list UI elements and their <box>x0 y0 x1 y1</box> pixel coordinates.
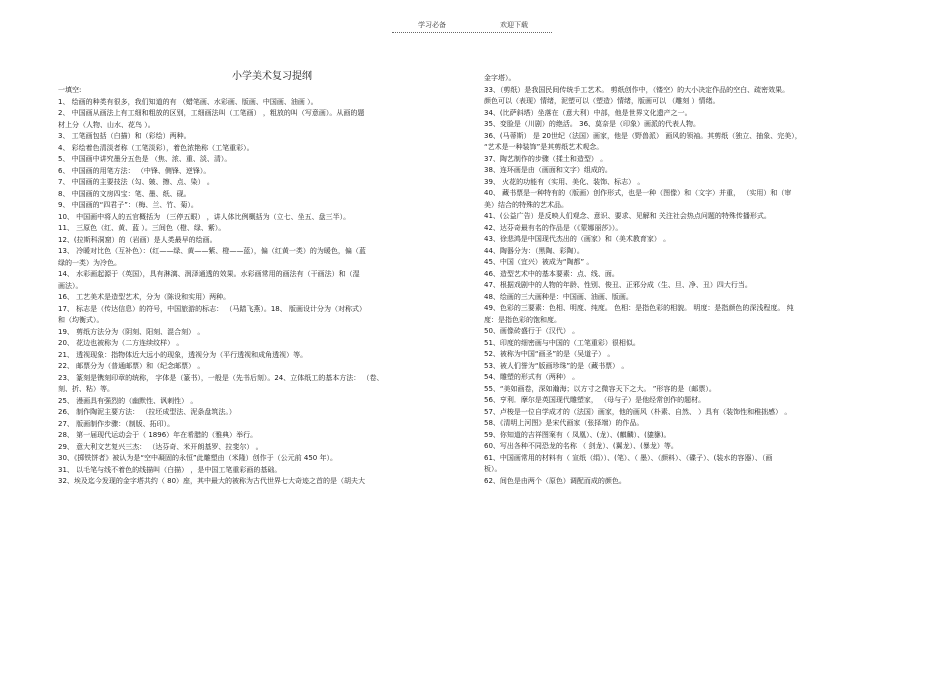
text-line: 58、《清明上河图》是宋代画家（张择端）的作品。 <box>484 419 644 427</box>
text-line: 48、绘画的三大画种是：中国画、油画、版画。 <box>484 292 633 301</box>
text-line: 11、 三原色（红、黄、蓝 ）。三间色（橙、绿、紫）。 <box>58 224 226 232</box>
text-line: 37、陶艺制作的步骤（揉土和造型） 。 <box>484 154 608 163</box>
text-line: 60、写出各种不同恐龙的名称 （ 剑龙）、(翼龙）、(暴龙）等。 <box>484 442 678 450</box>
text-line: 59、你知道的吉祥图案有（ 凤凰）、(龙）、(麒麟）、(貔貅)。 <box>484 430 671 439</box>
document-title: 小学美术复习提纲 <box>232 71 312 82</box>
header-dotted-rule <box>392 32 552 33</box>
text-line: 8、 中国画的文房四宝：笔、墨、纸、砚。 <box>58 189 191 198</box>
text-line: 23、 篆刻是镌刻印章的统称， 字体是（篆书），一般是（先书后刻）。24、立体纸工的基本方法： （卷、 <box>58 373 384 382</box>
text-line: 61、中国画常用的材料有（ 宣纸（绢））、(笔）、（ 墨）、（颜料）、（碟子）、(装水的容器）、（画 <box>484 453 773 462</box>
header-left-text: 学习必备 <box>418 21 446 29</box>
text-line: 2、 中国画从画法上有工细和粗放的区别，工细画法叫（工笔画） ，粗放的叫（写意画）。从画的题 <box>58 109 365 117</box>
text-line: 49、色彩的三要素：色相、明度、纯度。 色相：是指色彩的相貌。 明度：是指颜色的深浅程度。 纯 <box>484 304 794 312</box>
text-line: 36、(马蒂斯） 是 20世纪（法国）画家，他是（野兽派） 画风的领袖。其剪纸（独立、抽象、完美）， <box>484 131 802 140</box>
text-line: 板）。 <box>484 465 502 473</box>
text-line: 43、徐悲鸿是中国现代杰出的（画家）和（美术教育家） 。 <box>484 235 671 243</box>
text-line: 27、 版画制作步骤：（制版、拓印）。 <box>58 419 175 428</box>
text-line: 12、(拉斯科洞窟）的（岩画）是人类最早的绘画。 <box>58 235 217 244</box>
text-line: 画法）。 <box>58 281 83 290</box>
text-line: 9、 中国画的“四君子”：（梅、兰、竹、菊）。 <box>58 201 198 209</box>
text-line: 度：是指色彩的饱和度。 <box>484 315 561 324</box>
text-line: 14、 水彩画起源于（英国），具有淋漓、润泽通透的效果。水彩画常用的画法有（干画法）和（湿 <box>58 270 360 278</box>
header-right-text: 欢迎下载 <box>500 21 528 29</box>
text-line: 1、 绘画的种类有很多，我们知道的有 （蜡笔画、水彩画、版画、中国画、油画 ）。 <box>58 97 318 106</box>
text-line: 42、达芬奇最有名的作品是（《蒙娜丽莎》）。 <box>484 223 623 232</box>
text-line: 33、（剪纸）是我国民间传统手工艺术。 剪纸创作中，（镂空）的大小决定作品的空白、疏密效果。 <box>484 85 790 94</box>
text-line: 6、 中国画的用笔方法： （中锋、侧锋、逆锋）。 <box>58 166 211 175</box>
text-line: 7、 中国画的主要技法（勾、皴、擦、点、染） 。 <box>58 178 214 186</box>
text-line: 3、 工笔画包括（白描）和（彩绘）两种。 <box>58 132 191 140</box>
text-line: 29、 意大利文艺复兴三杰： （达芬奇、米开朗基罗、拉斐尔） 。 <box>58 442 263 451</box>
text-line: 38、连环画是由（画面和文字）组成的。 <box>484 166 612 174</box>
text-line: 绿的一类）为冷色。 <box>58 258 121 267</box>
text-line: 25、 漫画具有强烈的（幽默性、讽刺性） 。 <box>58 396 198 405</box>
text-line: 26、 制作陶泥主要方法： （拉坯成型法、泥条盘筑法。） <box>58 408 236 416</box>
text-line: 34、(比萨斜塔）坐落在（意大利）中部，他是世界文化遗产之一。 <box>484 108 692 117</box>
text-line: 21、 透视现象：指物体近大远小的现象，透视分为（平行透视和成角透视）等。 <box>58 350 308 359</box>
text-line: 50、画像砖盛行于（汉代） 。 <box>484 327 580 335</box>
text-line: 57、卢梭是一位自学成才的（法国）画家，他的画风（朴素、自然、 ）具有（装饰性和稚拙感） 。 <box>484 407 792 416</box>
text-line: 40、 藏书票是一种特有的（版画）创作形式，也是一种（图像）和（文字）并重， （实用）和（审 <box>484 189 792 197</box>
text-line: 45、中国（宜兴）被成为“陶都” 。 <box>484 258 594 266</box>
text-line: 19、 剪纸方法分为（阴刻、阳刻、混合刻） 。 <box>58 327 205 336</box>
text-line: 10、 中国画中将人的五官概括为 （三停五眼） ，讲人体比例概括为（立七、坐五、盘三半）。 <box>58 212 351 221</box>
left-column <box>58 70 466 488</box>
text-line: 13、 冷暖对比色（互补色）：(红——绿、黄——紫、橙——蓝），偏（红黄一类）的为暖色，偏（蓝 <box>58 247 366 255</box>
text-line: 32、埃及迄今发现的金字塔共约（ 80）座，其中最大的被称为古代世界七大奇迹之首的是（胡夫大 <box>58 477 366 485</box>
text-line: 46、造型艺术中的基本要素：点、线、面。 <box>484 269 619 278</box>
text-line: 56、亨利．摩尔是英国现代雕塑家， （母与子）是他经常创作的题材。 <box>484 396 706 404</box>
text-line: 4、 彩绘着色清淡者称（工笔淡彩），着色浓艳称（工笔重彩）。 <box>58 143 254 152</box>
text-line: 17、 标志是（传达信息）的符号，中国旅游的标志： （马踏飞燕）。18、 版画设计分为（对称式） <box>58 304 366 313</box>
text-line: 材上分（人物、山水、花鸟 ）。 <box>58 120 155 129</box>
text-line: 30、《掷铁饼者》被认为是“空中凝固的永恒”此雕塑由（米隆）创作于（公元前 450 年）。 <box>58 454 337 462</box>
text-line: 39、 火花的功能有（实用、美化、装饰、标志） 。 <box>484 177 645 186</box>
text-line: 颜色可以（表现）情绪，泥塑可以（塑造）情绪，版画可以 （雕刻 ）情绪。 <box>484 97 720 105</box>
text-line: 52、被称为中国“画圣”的是（吴道子） 。 <box>484 350 615 358</box>
text-line: 28、 第一届现代运动会于（ 1896）年在希腊的（雅典）举行。 <box>58 431 258 439</box>
text-line: 16、 工艺美术是造型艺术，分为（陈设和实用）两种。 <box>58 293 231 301</box>
text-line: 金字塔）。 <box>484 74 516 82</box>
text-line: 44、陶器分为：（黑陶、彩陶）。 <box>484 246 584 255</box>
text-line: 54、雕塑的形式有（两种） 。 <box>484 373 580 381</box>
text-line: 刻、折、粘）等。 <box>58 385 114 393</box>
text-line: 和（均衡式）。 <box>58 316 104 324</box>
text-line: 41、(公益广告）是反映人们观念、意识、要求、见解和 关注社会热点问题的特殊传播形式。 <box>484 212 771 220</box>
text-line: “艺术是一种装饰”是其剪纸艺术观念。 <box>484 143 604 151</box>
text-line: 53、被人们誉为“版画珍珠”的是（藏书票） 。 <box>484 361 629 370</box>
text-line: 47、根据戏剧中的人物的年龄、性别、俊丑、正邪分成（生、旦、净、丑）四大行当。 <box>484 281 752 289</box>
text-line: 5、 中国画中讲究墨分五色是 （焦、浓、重、淡、清）。 <box>58 155 232 163</box>
text-line: 美）结合的特殊的艺术品。 <box>484 200 568 209</box>
text-line: 55、“美如画卷，深如瀚海；以方寸之微容天下之大。 ”形容的是（邮票）。 <box>484 384 716 393</box>
right-column <box>484 73 894 487</box>
text-line: 35、变脸是（川剧）的绝活。 36、莫奈是（印象）画派的代表人物。 <box>484 120 701 128</box>
text-line: 31、 以毛笔与线不着色的线描叫（白描） ，是中国工笔重彩画的基础。 <box>58 465 282 474</box>
text-line: 62、间色是由两个（原色）调配而成的颜色。 <box>484 476 626 485</box>
text-line: 一填空: <box>58 86 82 94</box>
text-line: 51、印度的细密画与中国的（工笔重彩）很相似。 <box>484 338 640 347</box>
text-line: 20、 花边也被称为（二方连续纹样） 。 <box>58 339 184 347</box>
text-line: 22、 邮票分为（普通邮票）和（纪念邮票） 。 <box>58 362 205 370</box>
